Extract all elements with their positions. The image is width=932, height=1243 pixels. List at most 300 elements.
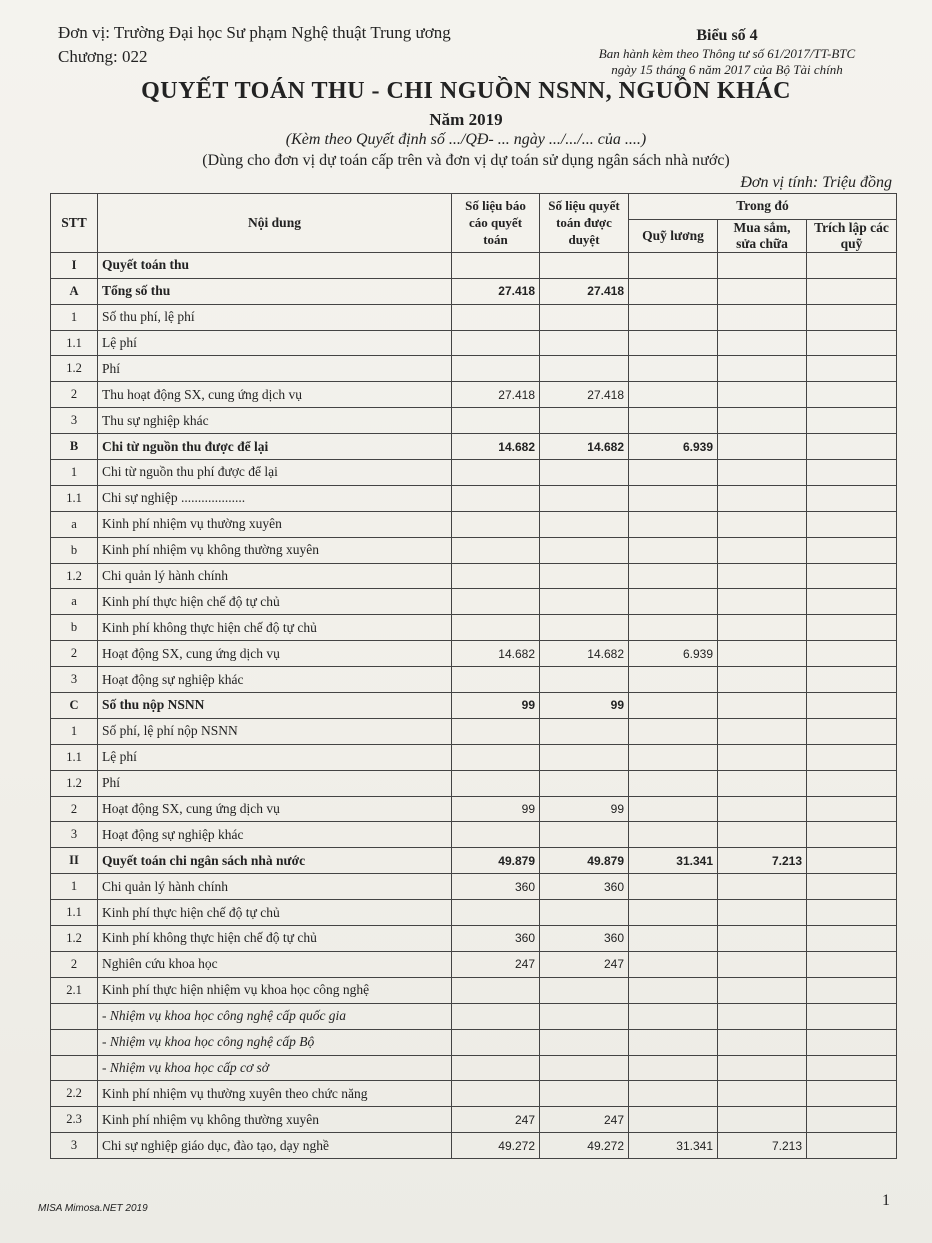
row-content: Chi từ nguồn thu phí được để lại: [98, 460, 452, 486]
row-salary: [629, 770, 718, 796]
row-salary: [629, 563, 718, 589]
row-stt: 2: [51, 796, 98, 822]
row-procurement: [718, 667, 807, 693]
row-stt: II: [51, 848, 98, 874]
row-procurement: [718, 511, 807, 537]
row-reported: 49.879: [452, 848, 540, 874]
document-title: QUYẾT TOÁN THU - CHI NGUỒN NSNN, NGUỒN KHÁC: [141, 78, 791, 104]
row-procurement: [718, 822, 807, 848]
row-funds: [807, 278, 897, 304]
table-row: [51, 951, 897, 977]
row-reported: [452, 408, 540, 434]
row-content: Hoạt động SX, cung ứng dịch vụ: [98, 641, 452, 667]
row-reported: 360: [452, 874, 540, 900]
table-row: [51, 278, 897, 304]
row-funds: [807, 563, 897, 589]
row-approved: [540, 977, 629, 1003]
row-procurement: 7.213: [718, 1133, 807, 1159]
row-funds: [807, 537, 897, 563]
row-procurement: [718, 900, 807, 926]
row-salary: [629, 1055, 718, 1081]
row-approved: [540, 1003, 629, 1029]
table-row: [51, 693, 897, 719]
row-approved: 99: [540, 693, 629, 719]
table-row: [51, 511, 897, 537]
table-row: [51, 874, 897, 900]
row-funds: [807, 1029, 897, 1055]
row-content: - Nhiệm vụ khoa học công nghệ cấp quốc gia: [98, 1003, 452, 1029]
row-stt: 1.1: [51, 330, 98, 356]
row-reported: [452, 330, 540, 356]
row-content: Chi sự nghiệp giáo dục, đào tạo, dạy nghề: [98, 1133, 452, 1159]
header-salary: Quỹ lương: [629, 219, 718, 252]
row-procurement: [718, 693, 807, 719]
row-funds: [807, 330, 897, 356]
row-stt: I: [51, 252, 98, 278]
row-approved: [540, 511, 629, 537]
row-content: Kinh phí nhiệm vụ không thường xuyên: [98, 1107, 452, 1133]
row-procurement: [718, 304, 807, 330]
row-content: Tổng số thu: [98, 278, 452, 304]
row-stt: A: [51, 278, 98, 304]
row-procurement: [718, 770, 807, 796]
row-approved: 14.682: [540, 641, 629, 667]
table-row: [51, 848, 897, 874]
row-procurement: [718, 1081, 807, 1107]
table-row: [51, 1133, 897, 1159]
row-approved: 49.879: [540, 848, 629, 874]
row-content: Hoạt động sự nghiệp khác: [98, 667, 452, 693]
row-content: Quyết toán thu: [98, 252, 452, 278]
row-approved: [540, 408, 629, 434]
table-row: [51, 563, 897, 589]
row-salary: [629, 977, 718, 1003]
row-stt: 1: [51, 460, 98, 486]
row-approved: [540, 485, 629, 511]
row-salary: 6.939: [629, 434, 718, 460]
row-content: Kinh phí nhiệm vụ thường xuyên: [98, 511, 452, 537]
row-approved: 99: [540, 796, 629, 822]
row-funds: [807, 951, 897, 977]
row-procurement: [718, 382, 807, 408]
row-funds: [807, 744, 897, 770]
row-salary: [629, 667, 718, 693]
table-row: [51, 1107, 897, 1133]
decision-line: (Kèm theo Quyết định số .../QĐ- ... ngày .../.../... của ....): [285, 131, 647, 148]
row-content: Chi từ nguồn thu được để lại: [98, 434, 452, 460]
row-reported: [452, 563, 540, 589]
row-reported: [452, 356, 540, 382]
row-funds: [807, 1107, 897, 1133]
row-procurement: 7.213: [718, 848, 807, 874]
row-reported: [452, 460, 540, 486]
currency-unit: Đơn vị tính: Triệu đồng: [740, 174, 892, 191]
row-procurement: [718, 252, 807, 278]
row-funds: [807, 1133, 897, 1159]
row-content: Lệ phí: [98, 744, 452, 770]
row-salary: 31.341: [629, 1133, 718, 1159]
row-approved: [540, 537, 629, 563]
row-funds: [807, 304, 897, 330]
issued-line-2: ngày 15 tháng 6 năm 2017 của Bộ Tài chính: [611, 62, 843, 77]
row-procurement: [718, 537, 807, 563]
row-funds: [807, 874, 897, 900]
form-number: Biểu số 4: [696, 27, 758, 44]
row-approved: 27.418: [540, 382, 629, 408]
row-stt: 2.3: [51, 1107, 98, 1133]
row-approved: [540, 460, 629, 486]
row-salary: [629, 278, 718, 304]
row-content: Số thu nộp NSNN: [98, 693, 452, 719]
row-approved: [540, 900, 629, 926]
row-salary: [629, 615, 718, 641]
row-procurement: [718, 330, 807, 356]
row-stt: a: [51, 511, 98, 537]
row-funds: [807, 718, 897, 744]
software-footer: MISA Mimosa.NET 2019: [38, 1203, 148, 1214]
row-procurement: [718, 563, 807, 589]
row-funds: [807, 408, 897, 434]
row-stt: a: [51, 589, 98, 615]
row-stt: b: [51, 615, 98, 641]
row-procurement: [718, 434, 807, 460]
row-approved: [540, 615, 629, 641]
row-approved: [540, 770, 629, 796]
row-procurement: [718, 641, 807, 667]
table-row: [51, 1081, 897, 1107]
table-row: [51, 615, 897, 641]
row-reported: [452, 1029, 540, 1055]
row-stt: 1.1: [51, 900, 98, 926]
row-reported: 99: [452, 693, 540, 719]
row-stt: [51, 1029, 98, 1055]
document-year: Năm 2019: [429, 110, 503, 129]
row-funds: [807, 1003, 897, 1029]
table-row: [51, 796, 897, 822]
row-salary: [629, 304, 718, 330]
row-stt: 2.2: [51, 1081, 98, 1107]
row-stt: 1.1: [51, 485, 98, 511]
row-approved: [540, 822, 629, 848]
row-approved: 49.272: [540, 1133, 629, 1159]
row-funds: [807, 848, 897, 874]
header-left: [58, 22, 451, 68]
table-row: [51, 460, 897, 486]
row-approved: 14.682: [540, 434, 629, 460]
row-funds: [807, 589, 897, 615]
row-reported: 27.418: [452, 278, 540, 304]
row-content: Phí: [98, 356, 452, 382]
table-row: [51, 356, 897, 382]
row-reported: 27.418: [452, 382, 540, 408]
table-row: [51, 330, 897, 356]
row-funds: [807, 485, 897, 511]
row-stt: B: [51, 434, 98, 460]
row-content: Kinh phí nhiệm vụ không thường xuyên: [98, 537, 452, 563]
row-funds: [807, 511, 897, 537]
row-content: Chi quản lý hành chính: [98, 563, 452, 589]
row-stt: 3: [51, 822, 98, 848]
row-stt: 1: [51, 874, 98, 900]
header-stt: STT: [51, 194, 98, 253]
row-salary: [629, 951, 718, 977]
row-salary: [629, 1029, 718, 1055]
row-salary: 6.939: [629, 641, 718, 667]
row-content: Thu hoạt động SX, cung ứng dịch vụ: [98, 382, 452, 408]
row-stt: 1.2: [51, 356, 98, 382]
table-body: [51, 252, 897, 1158]
row-approved: [540, 563, 629, 589]
row-approved: [540, 1029, 629, 1055]
row-stt: 1.2: [51, 770, 98, 796]
row-approved: 247: [540, 1107, 629, 1133]
header-right: [562, 26, 892, 78]
row-salary: [629, 460, 718, 486]
row-salary: [629, 485, 718, 511]
row-content: Kinh phí thực hiện chế độ tự chủ: [98, 900, 452, 926]
row-content: Chi sự nghiệp ...................: [98, 485, 452, 511]
table-row: [51, 589, 897, 615]
row-salary: [629, 382, 718, 408]
row-procurement: [718, 278, 807, 304]
issued-line-1: Ban hành kèm theo Thông tư số 61/2017/TT-BTC: [598, 46, 856, 61]
row-funds: [807, 1081, 897, 1107]
row-procurement: [718, 485, 807, 511]
row-content: Số phí, lệ phí nộp NSNN: [98, 718, 452, 744]
row-reported: [452, 615, 540, 641]
table-row: [51, 485, 897, 511]
row-stt: 2: [51, 382, 98, 408]
row-procurement: [718, 460, 807, 486]
row-reported: 49.272: [452, 1133, 540, 1159]
row-reported: [452, 718, 540, 744]
row-funds: [807, 796, 897, 822]
row-salary: [629, 718, 718, 744]
row-procurement: [718, 718, 807, 744]
row-stt: [51, 1003, 98, 1029]
header-reported: Số liệu báo cáo quyết toán: [452, 194, 540, 253]
row-stt: 2.1: [51, 977, 98, 1003]
row-content: Chi quản lý hành chính: [98, 874, 452, 900]
row-content: Hoạt động sự nghiệp khác: [98, 822, 452, 848]
row-salary: [629, 900, 718, 926]
row-procurement: [718, 1029, 807, 1055]
row-reported: [452, 537, 540, 563]
row-salary: [629, 408, 718, 434]
row-procurement: [718, 744, 807, 770]
table-row: [51, 304, 897, 330]
row-approved: [540, 330, 629, 356]
row-funds: [807, 693, 897, 719]
row-procurement: [718, 1107, 807, 1133]
row-procurement: [718, 615, 807, 641]
row-salary: [629, 822, 718, 848]
page-number: 1: [882, 1192, 890, 1209]
row-approved: 247: [540, 951, 629, 977]
table-row: [51, 1003, 897, 1029]
row-funds: [807, 434, 897, 460]
row-salary: [629, 511, 718, 537]
row-content: Số thu phí, lệ phí: [98, 304, 452, 330]
row-procurement: [718, 589, 807, 615]
table-row: [51, 926, 897, 952]
row-reported: 360: [452, 926, 540, 952]
row-content: Thu sự nghiệp khác: [98, 408, 452, 434]
row-approved: [540, 589, 629, 615]
row-reported: [452, 1055, 540, 1081]
row-reported: [452, 252, 540, 278]
row-funds: [807, 900, 897, 926]
row-procurement: [718, 796, 807, 822]
header-procurement: Mua sắm, sửa chữa: [718, 219, 807, 252]
row-salary: [629, 1003, 718, 1029]
row-approved: [540, 667, 629, 693]
row-funds: [807, 460, 897, 486]
row-salary: [629, 796, 718, 822]
table-row: [51, 822, 897, 848]
row-stt: C: [51, 693, 98, 719]
row-approved: 27.418: [540, 278, 629, 304]
row-funds: [807, 615, 897, 641]
row-content: Hoạt động SX, cung ứng dịch vụ: [98, 796, 452, 822]
header-approved: Số liệu quyết toán được duyệt: [540, 194, 629, 253]
row-stt: b: [51, 537, 98, 563]
row-reported: [452, 511, 540, 537]
row-funds: [807, 770, 897, 796]
header-funds: Trích lập các quỹ: [807, 219, 897, 252]
row-procurement: [718, 1003, 807, 1029]
usage-line: (Dùng cho đơn vị dự toán cấp trên và đơn vị dự toán sử dụng ngân sách nhà nước): [202, 152, 730, 169]
row-funds: [807, 667, 897, 693]
table-row: [51, 252, 897, 278]
row-approved: [540, 356, 629, 382]
row-reported: 99: [452, 796, 540, 822]
row-salary: [629, 330, 718, 356]
row-procurement: [718, 926, 807, 952]
row-reported: [452, 485, 540, 511]
row-approved: 360: [540, 926, 629, 952]
row-reported: [452, 1003, 540, 1029]
row-approved: [540, 718, 629, 744]
row-salary: [629, 744, 718, 770]
row-funds: [807, 252, 897, 278]
row-approved: [540, 304, 629, 330]
row-stt: 1.2: [51, 563, 98, 589]
row-stt: 3: [51, 667, 98, 693]
table-row: [51, 537, 897, 563]
row-approved: [540, 744, 629, 770]
row-stt: 1: [51, 304, 98, 330]
row-stt: [51, 1055, 98, 1081]
row-content: - Nhiệm vụ khoa học cấp cơ sở: [98, 1055, 452, 1081]
row-content: Kinh phí nhiệm vụ thường xuyên theo chức năng: [98, 1081, 452, 1107]
row-reported: 247: [452, 1107, 540, 1133]
row-reported: [452, 900, 540, 926]
row-funds: [807, 977, 897, 1003]
row-salary: [629, 252, 718, 278]
row-salary: [629, 874, 718, 900]
row-reported: [452, 744, 540, 770]
row-stt: 3: [51, 408, 98, 434]
row-reported: [452, 667, 540, 693]
row-procurement: [718, 977, 807, 1003]
row-stt: 3: [51, 1133, 98, 1159]
row-funds: [807, 926, 897, 952]
row-procurement: [718, 1055, 807, 1081]
row-approved: 360: [540, 874, 629, 900]
row-content: Kinh phí thực hiện nhiệm vụ khoa học công nghệ: [98, 977, 452, 1003]
table-row: [51, 770, 897, 796]
row-salary: [629, 693, 718, 719]
table-row: [51, 434, 897, 460]
row-salary: [629, 589, 718, 615]
row-approved: [540, 252, 629, 278]
row-approved: [540, 1081, 629, 1107]
table-row: [51, 718, 897, 744]
row-content: Lệ phí: [98, 330, 452, 356]
row-reported: [452, 822, 540, 848]
row-procurement: [718, 408, 807, 434]
row-reported: 14.682: [452, 641, 540, 667]
row-procurement: [718, 356, 807, 382]
row-salary: [629, 537, 718, 563]
row-stt: 1.1: [51, 744, 98, 770]
row-funds: [807, 822, 897, 848]
row-funds: [807, 641, 897, 667]
row-content: Nghiên cứu khoa học: [98, 951, 452, 977]
row-content: - Nhiệm vụ khoa học công nghệ cấp Bộ: [98, 1029, 452, 1055]
table-row: [51, 977, 897, 1003]
table-row: [51, 382, 897, 408]
row-content: Kinh phí thực hiện chế độ tự chủ: [98, 589, 452, 615]
table-row: [51, 641, 897, 667]
header-content: Nội dung: [98, 194, 452, 253]
unit-line: Đơn vị: Trường Đại học Sư phạm Nghệ thuật Trung ương: [58, 23, 451, 42]
table-row: [51, 408, 897, 434]
chapter-line: Chương: 022: [58, 47, 148, 66]
row-funds: [807, 356, 897, 382]
row-funds: [807, 382, 897, 408]
row-procurement: [718, 951, 807, 977]
row-content: Phí: [98, 770, 452, 796]
table-row: [51, 744, 897, 770]
row-reported: [452, 770, 540, 796]
settlement-table: [50, 193, 897, 1159]
row-reported: [452, 977, 540, 1003]
table-row: [51, 1029, 897, 1055]
header-of-which: Trong đó: [629, 194, 897, 220]
row-salary: [629, 1107, 718, 1133]
row-procurement: [718, 874, 807, 900]
row-stt: 1: [51, 718, 98, 744]
row-reported: [452, 304, 540, 330]
row-salary: [629, 1081, 718, 1107]
row-stt: 2: [51, 641, 98, 667]
row-reported: [452, 1081, 540, 1107]
table-row: [51, 900, 897, 926]
row-content: Kinh phí không thực hiện chế độ tự chủ: [98, 926, 452, 952]
row-salary: [629, 356, 718, 382]
table-row: [51, 667, 897, 693]
row-salary: [629, 926, 718, 952]
table-row: [51, 1055, 897, 1081]
row-reported: 14.682: [452, 434, 540, 460]
row-salary: 31.341: [629, 848, 718, 874]
row-reported: 247: [452, 951, 540, 977]
row-content: Kinh phí không thực hiện chế độ tự chủ: [98, 615, 452, 641]
row-funds: [807, 1055, 897, 1081]
row-stt: 1.2: [51, 926, 98, 952]
